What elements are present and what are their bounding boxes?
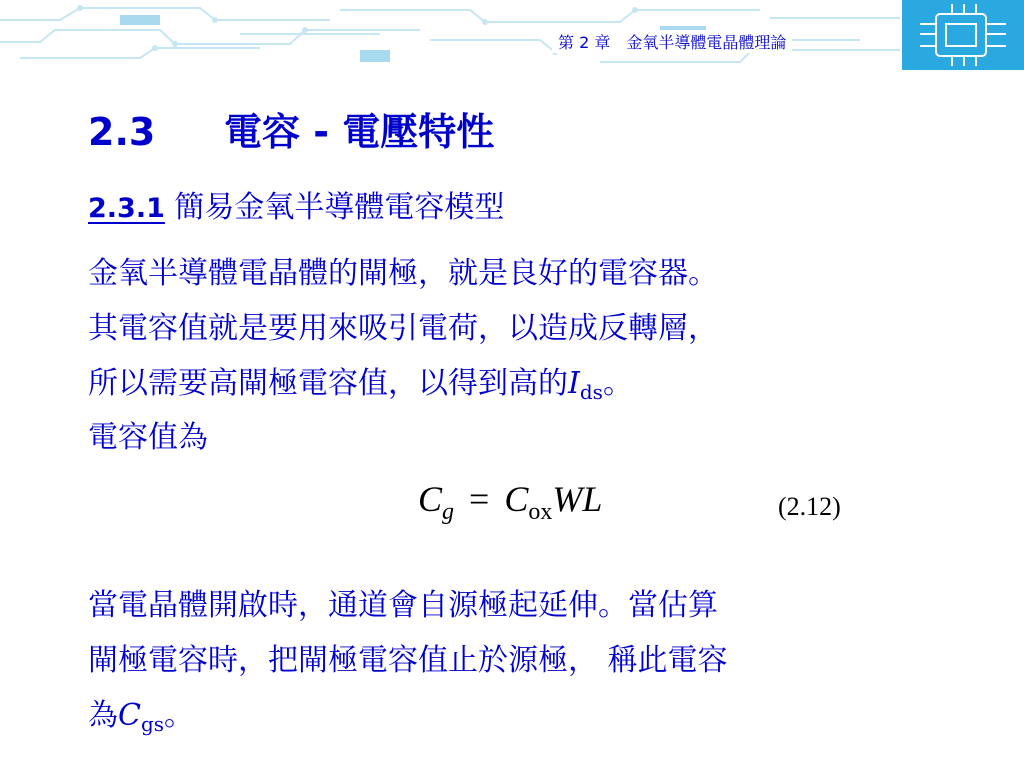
eq-lhs: C	[418, 479, 443, 519]
section-number: 2.3	[88, 110, 156, 154]
circuit-header-decoration	[0, 0, 1024, 70]
chapter-header: 第 2 章 金氧半導體電晶體理論	[552, 30, 792, 53]
section-title: 電容 - 電壓特性	[224, 110, 495, 154]
text-segment: 。	[164, 698, 195, 733]
symbol-i: I	[568, 366, 580, 401]
subsection-title: 簡易金氧半導體電容模型	[174, 190, 505, 225]
text-line: 當電晶體開啟時，通道會自源極起延伸。當估算	[88, 588, 718, 623]
eq-lhs-sub: g	[442, 499, 455, 525]
logo-circuit-icon	[902, 0, 1024, 70]
text-line: 閘極電容時，把閘極電容值止於源極， 稱此電容	[88, 643, 728, 678]
eq-rhs-sub: ox	[528, 499, 553, 525]
eq-rhs: C	[504, 479, 529, 519]
text-segment: 為	[88, 698, 118, 733]
paragraph-gate-capacitance	[88, 246, 718, 420]
eq-rhs-tail: WL	[552, 479, 603, 519]
subscript-ds: ds	[579, 380, 603, 404]
text-segment: 。	[602, 366, 633, 401]
subsection-heading	[88, 186, 504, 231]
text-line: 其電容值就是要用來吸引電荷，以造成反轉層，	[88, 311, 718, 346]
text-line: 電容值為	[88, 420, 208, 455]
equation-cg	[418, 478, 602, 526]
text-line-with-cgs	[88, 688, 728, 752]
paragraph-capacitance-value	[88, 410, 208, 465]
paragraph-cgs	[88, 578, 728, 752]
eq-equals: =	[469, 479, 490, 519]
subsection-number: 2.3.1	[88, 193, 165, 224]
text-line: 金氧半導體電晶體的閘極，就是良好的電容器。	[88, 256, 718, 291]
equation-number: (2.12)	[778, 492, 841, 521]
subscript-gs: gs	[140, 712, 165, 736]
symbol-c: C	[118, 698, 141, 733]
text-segment: 所以需要高閘極電容值，以得到高的	[88, 366, 568, 401]
slide-title	[88, 106, 494, 158]
